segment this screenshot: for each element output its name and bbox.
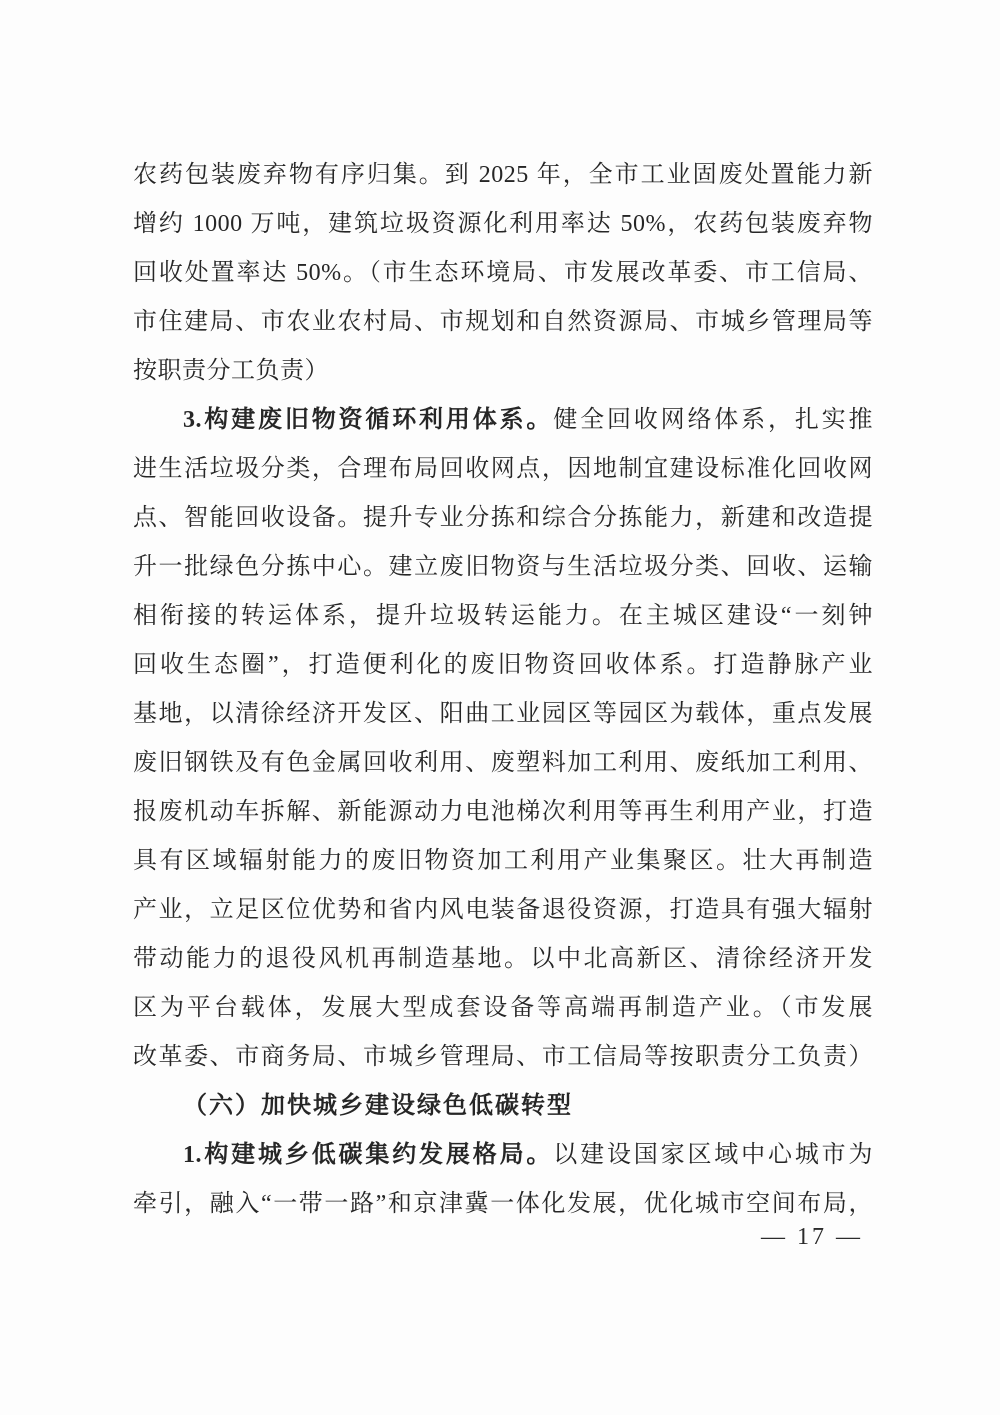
text-line: 增约 1000 万吨，建筑垃圾资源化利用率达 50%，农药包装废弃物 (133, 211, 873, 237)
text-line-item-1 (133, 1131, 873, 1180)
item-lead-title: 1.构建城乡低碳集约发展格局。 (183, 1142, 554, 1168)
text-line: 升一批绿色分拣中心。建立废旧物资与生活垃圾分类、回收、运输 (133, 554, 873, 580)
document-body (133, 151, 873, 1229)
text-line: 废旧钢铁及有色金属回收利用、废塑料加工利用、废纸加工利用、 (133, 750, 873, 776)
text-line-paragraph-end: 按职责分工负责） (133, 358, 329, 384)
text-line: 回收生态圈”，打造便利化的废旧物资回收体系。打造静脉产业 (133, 652, 873, 678)
text-line: 产业，立足区位优势和省内风电装备退役资源，打造具有强大辐射 (133, 897, 873, 923)
page-number: — 17 — (761, 1224, 863, 1250)
text-line: 点、智能回收设备。提升专业分拣和综合分拣能力，新建和改造提 (133, 505, 873, 531)
text-line: 基地，以清徐经济开发区、阳曲工业园区等园区为载体，重点发展 (133, 701, 873, 727)
text-line: 市住建局、市农业农村局、市规划和自然资源局、市城乡管理局等 (133, 309, 873, 335)
text-line: 报废机动车拆解、新能源动力电池梯次利用等再生利用产业，打造 (133, 799, 873, 825)
text-line: 农药包装废弃物有序归集。到 2025 年，全市工业固废处置能力新 (133, 162, 873, 188)
text-line: 回收处置率达 50%。（市生态环境局、市发展改革委、市工信局、 (133, 260, 873, 286)
item-body-text: 健全回收网络体系，扎实推 (553, 407, 874, 433)
text-line: 相衔接的转运体系，提升垃圾转运能力。在主城区建设“一刻钟 (133, 603, 873, 629)
item-body-text: 以建设国家区域中心城市为 (553, 1142, 874, 1168)
text-line: 带动能力的退役风机再制造基地。以中北高新区、清徐经济开发 (133, 946, 873, 972)
text-line-item-3 (133, 396, 873, 445)
text-line: 区为平台载体，发展大型成套设备等高端再制造产业。（市发展 (133, 995, 873, 1021)
section-heading: （六）加快城乡建设绿色低碳转型 (183, 1093, 573, 1119)
text-line: 改革委、市商务局、市城乡管理局、市工信局等按职责分工负责） (133, 1044, 873, 1070)
text-line: 进生活垃圾分类，合理布局回收网点，因地制宜建设标准化回收网 (133, 456, 873, 482)
text-line: 牵引，融入“一带一路”和京津冀一体化发展，优化城市空间布局， (133, 1191, 873, 1217)
item-lead-title: 3.构建废旧物资循环利用体系。 (183, 407, 554, 433)
text-line: 具有区域辐射能力的废旧物资加工利用产业集聚区。壮大再制造 (133, 848, 873, 874)
